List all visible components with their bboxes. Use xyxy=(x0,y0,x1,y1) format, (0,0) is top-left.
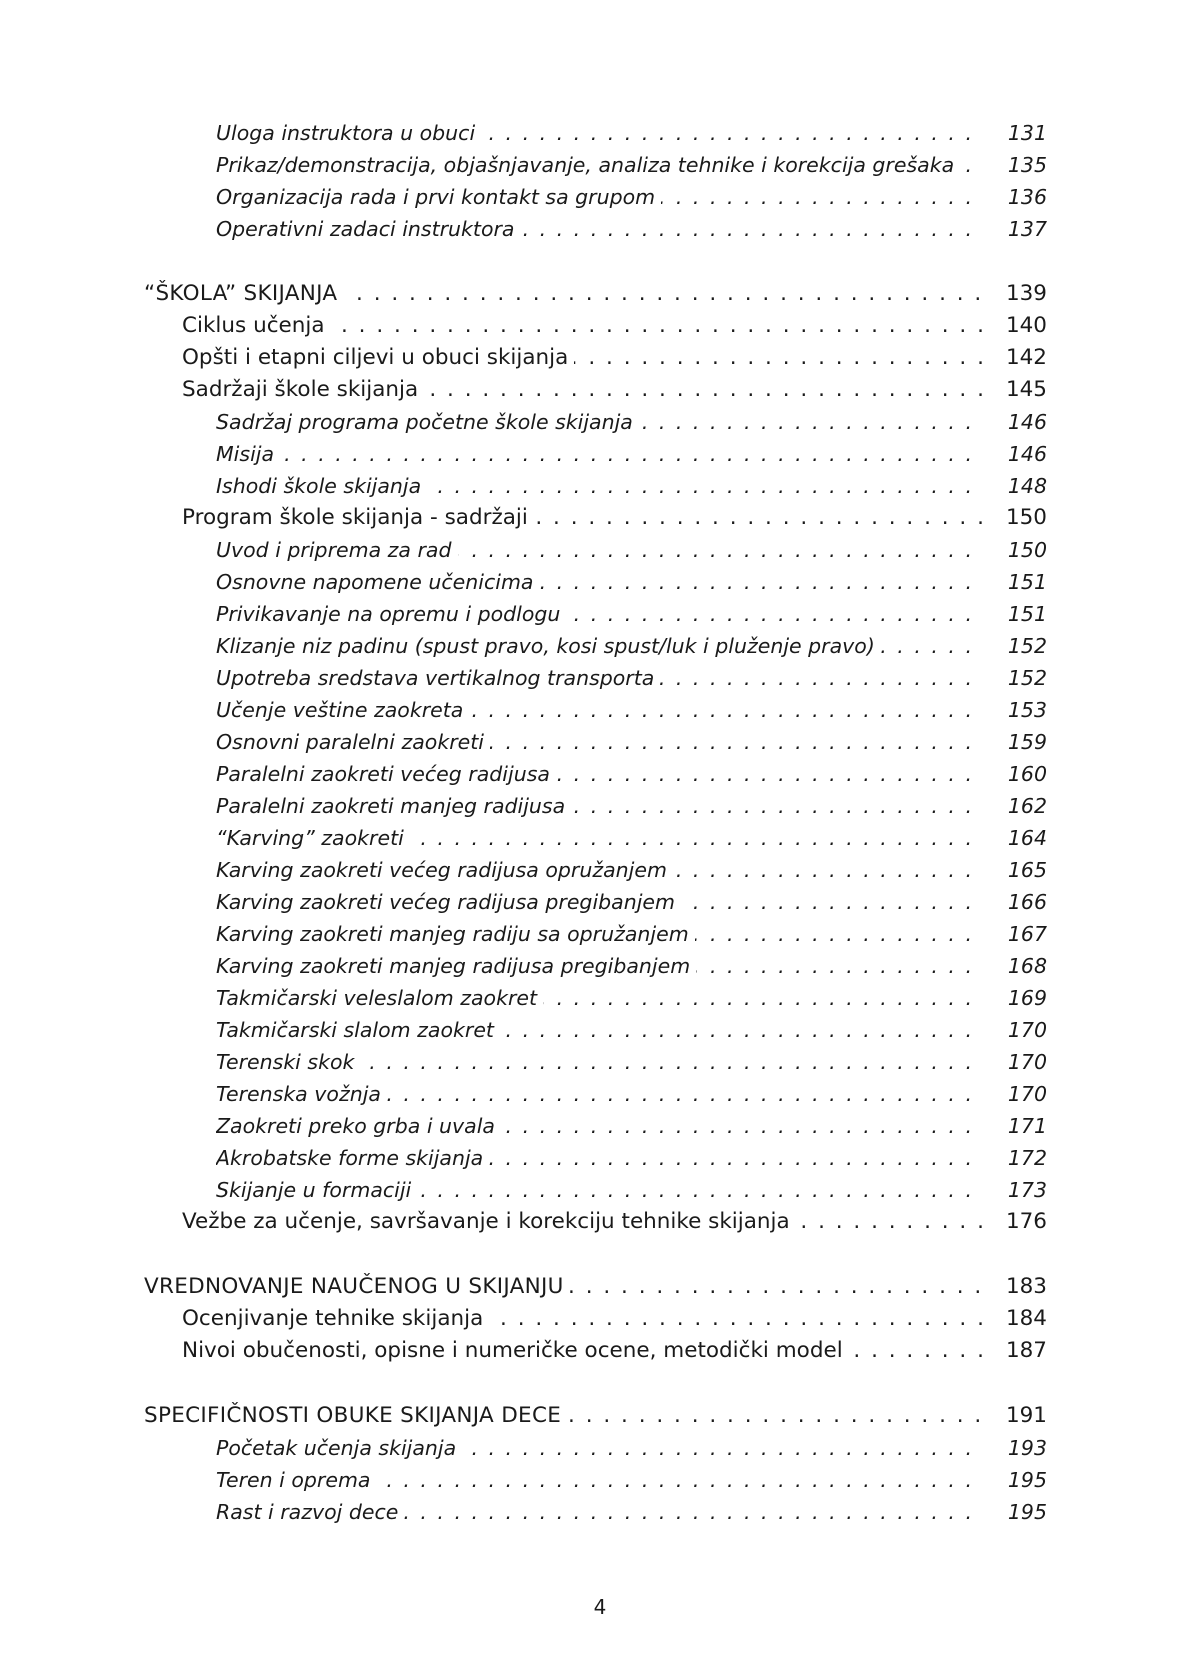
toc-section-row xyxy=(0,502,1200,534)
toc-entry-label: Paralelni zaokreti manjeg radijusa xyxy=(216,794,571,818)
toc-entry-label: Vežbe za učenje, savršavanje i korekciju tehnike skijanja xyxy=(182,1209,796,1234)
toc-subsection-row xyxy=(0,213,1200,245)
toc-page-number: 184 xyxy=(1005,1306,1047,1331)
toc-entry-label: Opšti i etapni ciljevi u obuci skijanja xyxy=(182,345,574,370)
toc-entry-label: Teren i oprema xyxy=(216,1468,377,1492)
toc-entry-label: Karving zaokreti većeg radijusa pregibanjem xyxy=(216,890,681,914)
toc-page-number: 173 xyxy=(1007,1178,1047,1202)
toc-leader xyxy=(216,1174,976,1206)
toc-page-number: 195 xyxy=(1007,1500,1047,1524)
toc-entry-label: Karving zaokreti manjeg radiju sa opružanjem xyxy=(216,922,695,946)
toc-subsection-row xyxy=(0,534,1200,566)
toc-leader xyxy=(216,566,976,598)
toc-leader xyxy=(216,950,976,982)
toc-entry-label: Program škole skijanja - sadržaji xyxy=(182,505,534,530)
toc-entry-label: Paralelni zaokreti većeg radijusa xyxy=(216,762,556,786)
toc-page-number: 168 xyxy=(1007,954,1047,978)
toc-leader xyxy=(216,1496,976,1528)
toc-entry-label: Terenska vožnja xyxy=(216,1082,387,1106)
toc-subsection-row xyxy=(0,918,1200,950)
toc-leader xyxy=(216,1110,976,1142)
toc-subsection-row xyxy=(0,598,1200,630)
toc-entry-label: Nivoi obučenosti, opisne i numeričke ocene, metodički model xyxy=(182,1338,849,1363)
toc-leader xyxy=(144,1400,982,1432)
toc-leader xyxy=(182,1335,982,1367)
toc-section-row xyxy=(0,342,1200,374)
toc-page-number: 150 xyxy=(1005,505,1047,530)
toc-leader xyxy=(216,1046,976,1078)
toc-leader xyxy=(216,694,976,726)
toc-chapter-row xyxy=(0,278,1200,310)
page-number: 4 xyxy=(593,1595,607,1619)
toc-leader xyxy=(216,886,976,918)
toc-entry-label: Misija xyxy=(216,442,280,466)
toc-leader xyxy=(216,918,976,950)
toc-leader xyxy=(216,213,976,245)
toc-entry-label: Karving zaokreti većeg radijusa opružanjem xyxy=(216,858,673,882)
toc-page-number: 170 xyxy=(1007,1018,1047,1042)
section-gap xyxy=(0,1238,1200,1271)
toc-leader xyxy=(216,630,976,662)
toc-leader xyxy=(216,438,976,470)
toc-subsection-row xyxy=(0,790,1200,822)
toc-subsection-row xyxy=(0,1014,1200,1046)
toc-page-number: 150 xyxy=(1007,538,1047,562)
toc-section-row xyxy=(0,1335,1200,1367)
toc-leader xyxy=(216,598,976,630)
toc-entry-label: Klizanje niz padinu (spust pravo, kosi spust/luk i pluženje pravo) xyxy=(216,634,881,658)
toc-subsection-row xyxy=(0,181,1200,213)
toc-entry-label: Uloga instruktora u obuci xyxy=(216,121,481,145)
toc-page-number: 162 xyxy=(1007,794,1047,818)
toc-entry-label: Sadržaj programa početne škole skijanja xyxy=(216,410,639,434)
table-of-contents xyxy=(0,117,1200,1528)
toc-subsection-row xyxy=(0,886,1200,918)
toc-subsection-row xyxy=(0,566,1200,598)
toc-leader xyxy=(216,117,976,149)
toc-leader xyxy=(182,374,982,406)
toc-entry-label: Terenski skok xyxy=(216,1050,360,1074)
toc-leader xyxy=(216,662,976,694)
toc-entry-label: Ciklus učenja xyxy=(182,313,331,338)
toc-leader xyxy=(216,181,976,213)
toc-leader xyxy=(216,982,976,1014)
toc-subsection-row xyxy=(0,950,1200,982)
toc-page-number: 131 xyxy=(1007,121,1047,145)
toc-page-number: 191 xyxy=(1005,1403,1047,1428)
toc-entry-label: Početak učenja skijanja xyxy=(216,1436,462,1460)
toc-entry-label: Akrobatske forme skijanja xyxy=(216,1146,489,1170)
toc-leader xyxy=(216,1142,976,1174)
toc-section-row xyxy=(0,1303,1200,1335)
toc-subsection-row xyxy=(0,149,1200,181)
toc-subsection-row xyxy=(0,1142,1200,1174)
toc-leader xyxy=(216,758,976,790)
toc-entry-label: Takmičarski slalom zaokret xyxy=(216,1018,500,1042)
toc-entry-label: Upotreba sredstava vertikalnog transporta xyxy=(216,666,660,690)
toc-page-number: 183 xyxy=(1005,1274,1047,1299)
toc-page-number: 195 xyxy=(1007,1468,1047,1492)
toc-subsection-row xyxy=(0,1078,1200,1110)
toc-subsection-row xyxy=(0,1046,1200,1078)
toc-page-number: 145 xyxy=(1005,377,1047,402)
toc-subsection-row xyxy=(0,438,1200,470)
toc-entry-label: Ocenjivanje tehnike skijanja xyxy=(182,1306,489,1331)
toc-leader xyxy=(216,822,976,854)
toc-page-number: 137 xyxy=(1007,217,1047,241)
toc-page-number: 172 xyxy=(1007,1146,1047,1170)
toc-entry-label: Uvod i priprema za rad xyxy=(216,538,458,562)
toc-page-number: 170 xyxy=(1007,1082,1047,1106)
toc-entry-label: Ishodi škole skijanja xyxy=(216,474,427,498)
toc-page-number: 152 xyxy=(1007,634,1047,658)
toc-page-number: 166 xyxy=(1007,890,1047,914)
toc-subsection-row xyxy=(0,854,1200,886)
toc-page-number: 151 xyxy=(1007,570,1047,594)
toc-subsection-row xyxy=(0,406,1200,438)
toc-subsection-row xyxy=(0,1496,1200,1528)
toc-page-number: 171 xyxy=(1007,1114,1047,1138)
toc-section-row xyxy=(0,1206,1200,1238)
toc-leader xyxy=(144,1271,982,1303)
toc-page-number: 187 xyxy=(1005,1338,1047,1363)
section-gap xyxy=(0,1367,1200,1400)
toc-subsection-row xyxy=(0,662,1200,694)
toc-subsection-row xyxy=(0,1464,1200,1496)
toc-leader xyxy=(216,1078,976,1110)
toc-page-number: 135 xyxy=(1007,153,1047,177)
toc-subsection-row xyxy=(0,1432,1200,1464)
toc-page-number: 169 xyxy=(1007,986,1047,1010)
toc-leader xyxy=(216,406,976,438)
toc-leader xyxy=(182,342,982,374)
toc-entry-label: Skijanje u formaciji xyxy=(216,1178,417,1202)
toc-chapter-row xyxy=(0,1271,1200,1303)
toc-page-number: 139 xyxy=(1005,281,1047,306)
toc-leader xyxy=(216,534,976,566)
toc-entry-label: SPECIFIČNOSTI OBUKE SKIJANJA DECE xyxy=(144,1403,567,1428)
toc-leader xyxy=(216,1432,976,1464)
toc-leader xyxy=(216,149,976,181)
section-gap xyxy=(0,245,1200,278)
toc-section-row xyxy=(0,374,1200,406)
toc-page-number: 159 xyxy=(1007,730,1047,754)
toc-subsection-row xyxy=(0,982,1200,1014)
toc-page-number: 152 xyxy=(1007,666,1047,690)
toc-page-number: 160 xyxy=(1007,762,1047,786)
toc-page-number: 170 xyxy=(1007,1050,1047,1074)
toc-entry-label: “ŠKOLA” SKIJANJA xyxy=(144,281,343,306)
toc-section-row xyxy=(0,310,1200,342)
toc-entry-label: Sadržaji škole skijanja xyxy=(182,377,424,402)
toc-page-number: 164 xyxy=(1007,826,1047,850)
toc-subsection-row xyxy=(0,758,1200,790)
toc-page-number: 151 xyxy=(1007,602,1047,626)
toc-leader xyxy=(182,310,982,342)
toc-entry-label: VREDNOVANJE NAUČENOG U SKIJANJU xyxy=(144,1274,570,1299)
toc-subsection-row xyxy=(0,1110,1200,1142)
toc-subsection-row xyxy=(0,1174,1200,1206)
toc-subsection-row xyxy=(0,694,1200,726)
toc-page-number: 142 xyxy=(1005,345,1047,370)
toc-entry-label: Karving zaokreti manjeg radijusa pregibanjem xyxy=(216,954,696,978)
toc-page-number: 193 xyxy=(1007,1436,1047,1460)
toc-page-number: 165 xyxy=(1007,858,1047,882)
toc-page-number: 167 xyxy=(1007,922,1047,946)
toc-subsection-row xyxy=(0,630,1200,662)
toc-subsection-row xyxy=(0,726,1200,758)
toc-entry-label: Organizacija rada i prvi kontakt sa grupom xyxy=(216,185,661,209)
toc-entry-label: Takmičarski veleslalom zaokret xyxy=(216,986,543,1010)
toc-entry-label: Rast i razvoj dece xyxy=(216,1500,404,1524)
toc-page-number: 146 xyxy=(1007,442,1047,466)
toc-leader xyxy=(216,1014,976,1046)
toc-leader xyxy=(216,726,976,758)
toc-page-number: 148 xyxy=(1007,474,1047,498)
toc-leader xyxy=(216,790,976,822)
toc-page-number: 153 xyxy=(1007,698,1047,722)
toc-subsection-row xyxy=(0,822,1200,854)
toc-page-number: 136 xyxy=(1007,185,1047,209)
toc-leader xyxy=(216,470,976,502)
toc-entry-label: Zaokreti preko grba i uvala xyxy=(216,1114,501,1138)
toc-page-number: 140 xyxy=(1005,313,1047,338)
toc-subsection-row xyxy=(0,470,1200,502)
toc-leader xyxy=(216,854,976,886)
toc-entry-label: Operativni zadaci instruktora xyxy=(216,217,520,241)
toc-entry-label: Privikavanje na opremu i podlogu xyxy=(216,602,566,626)
toc-leader xyxy=(216,1464,976,1496)
toc-subsection-row xyxy=(0,117,1200,149)
toc-leader xyxy=(182,1303,982,1335)
toc-entry-label: Učenje veštine zaokreta xyxy=(216,698,469,722)
toc-leader xyxy=(182,1206,982,1238)
toc-entry-label: Osnovni paralelni zaokreti xyxy=(216,730,490,754)
toc-leader xyxy=(144,278,982,310)
toc-page-number: 146 xyxy=(1007,410,1047,434)
toc-chapter-row xyxy=(0,1400,1200,1432)
toc-page-number: 176 xyxy=(1005,1209,1047,1234)
toc-entry-label: Osnovne napomene učenicima xyxy=(216,570,539,594)
toc-leader xyxy=(182,502,982,534)
toc-entry-label: Prikaz/demonstracija, objašnjavanje, analiza tehnike i korekcija grešaka xyxy=(216,153,960,177)
toc-entry-label: “Karving” zaokreti xyxy=(216,826,410,850)
